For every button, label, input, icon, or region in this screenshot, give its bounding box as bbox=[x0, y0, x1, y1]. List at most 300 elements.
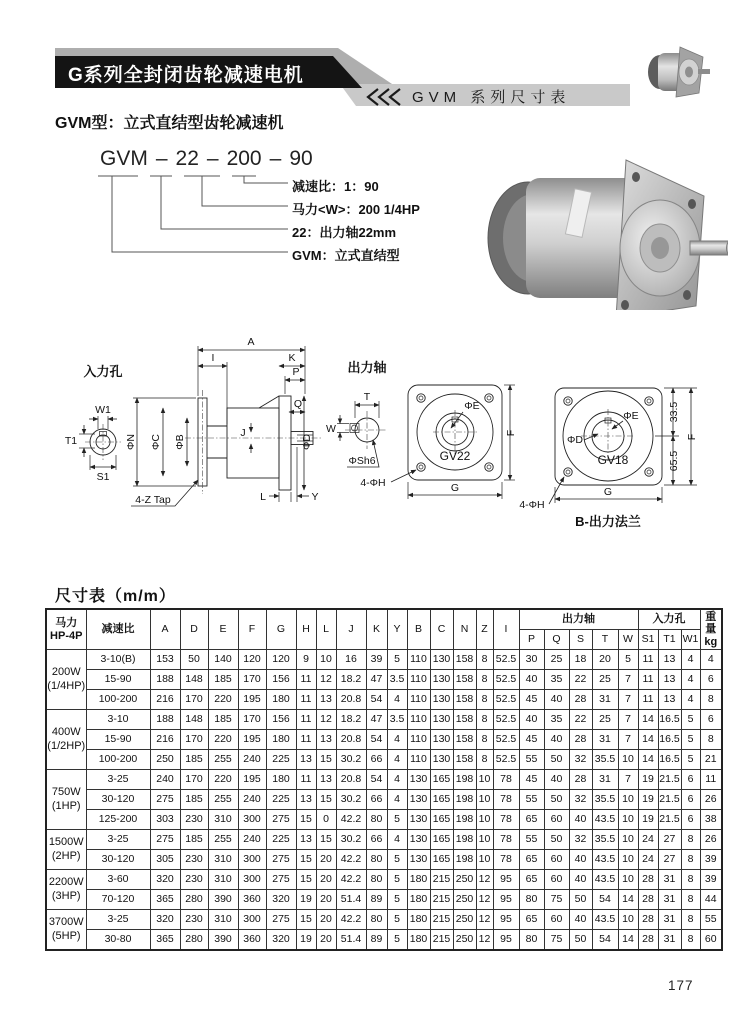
value-cell: 52.5 bbox=[493, 710, 519, 730]
value-cell: 32 bbox=[569, 790, 592, 810]
dimension-label: ΦD bbox=[567, 434, 583, 446]
table-title: 尺寸表（m/m） bbox=[55, 588, 176, 605]
table-row bbox=[46, 910, 722, 930]
ratio-cell: 3-25 bbox=[86, 830, 150, 850]
value-cell: 66 bbox=[366, 750, 387, 770]
column-header: Z bbox=[476, 609, 493, 650]
value-cell: 275 bbox=[266, 910, 296, 930]
ratio-cell: 3-60 bbox=[86, 870, 150, 890]
value-cell: 20.8 bbox=[336, 690, 366, 710]
value-cell: 25 bbox=[544, 650, 569, 670]
value-cell: 250 bbox=[453, 890, 476, 910]
dimension-label: ΦC bbox=[150, 434, 162, 450]
value-cell: 19 bbox=[638, 770, 658, 790]
value-cell: 25 bbox=[592, 670, 618, 690]
value-cell: 4 bbox=[387, 750, 407, 770]
value-cell: 310 bbox=[208, 850, 238, 870]
value-cell: 10 bbox=[618, 850, 638, 870]
dimension-label: 65.5 bbox=[668, 450, 680, 472]
column-header: T bbox=[592, 630, 618, 650]
value-cell: 11 bbox=[700, 770, 722, 790]
value-cell: 40 bbox=[569, 870, 592, 890]
value-cell: 148 bbox=[180, 670, 208, 690]
dimension-label: L bbox=[260, 491, 266, 503]
value-cell: 10 bbox=[618, 810, 638, 830]
value-cell: 28 bbox=[569, 690, 592, 710]
column-header: Y bbox=[387, 609, 407, 650]
table-row bbox=[46, 930, 722, 951]
value-cell: 42.2 bbox=[336, 910, 366, 930]
ratio-cell: 100-200 bbox=[86, 690, 150, 710]
value-cell: 4 bbox=[681, 670, 700, 690]
dimension-label: ΦD bbox=[301, 434, 313, 450]
value-cell: 35.5 bbox=[592, 750, 618, 770]
value-cell: 310 bbox=[208, 870, 238, 890]
value-cell: 80 bbox=[366, 870, 387, 890]
value-cell: 12 bbox=[316, 710, 336, 730]
column-header: C bbox=[430, 609, 453, 650]
value-cell: 300 bbox=[238, 910, 266, 930]
value-cell: 42.2 bbox=[336, 850, 366, 870]
dimension-label: F bbox=[505, 429, 517, 437]
column-header: S bbox=[569, 630, 592, 650]
value-cell: 35.5 bbox=[592, 790, 618, 810]
value-cell: 78 bbox=[493, 830, 519, 850]
value-cell: 14 bbox=[638, 730, 658, 750]
value-cell: 66 bbox=[366, 830, 387, 850]
value-cell: 15 bbox=[316, 790, 336, 810]
value-cell: 12 bbox=[476, 890, 493, 910]
table-row bbox=[46, 770, 722, 790]
value-cell: 50 bbox=[569, 930, 592, 951]
value-cell: 78 bbox=[493, 810, 519, 830]
dimension-label: 4-ΦH bbox=[360, 477, 386, 489]
value-cell: 13 bbox=[316, 690, 336, 710]
column-header: A bbox=[150, 609, 180, 650]
value-cell: 188 bbox=[150, 710, 180, 730]
dimension-table bbox=[45, 608, 723, 951]
value-cell: 44 bbox=[700, 890, 722, 910]
series-band-label: GVM 系列尺寸表 bbox=[412, 89, 571, 106]
dimension-label: ΦSh6 bbox=[348, 455, 376, 467]
value-cell: 54 bbox=[592, 890, 618, 910]
value-cell: 8 bbox=[476, 650, 493, 670]
value-cell: 120 bbox=[266, 650, 296, 670]
value-cell: 5 bbox=[387, 930, 407, 951]
value-cell: 14 bbox=[638, 750, 658, 770]
value-cell: 4 bbox=[387, 790, 407, 810]
column-header: Q bbox=[544, 630, 569, 650]
value-cell: 6 bbox=[681, 810, 700, 830]
value-cell: 31 bbox=[658, 870, 681, 890]
column-header: 马力 HP-4P bbox=[46, 609, 86, 650]
value-cell: 52.5 bbox=[493, 730, 519, 750]
value-cell: 30.2 bbox=[336, 830, 366, 850]
value-cell: 15 bbox=[296, 850, 316, 870]
dimension-label: Y bbox=[311, 491, 319, 503]
value-cell: 16.5 bbox=[658, 750, 681, 770]
value-cell: 45 bbox=[519, 690, 544, 710]
ratio-cell: 100-200 bbox=[86, 750, 150, 770]
value-cell: 185 bbox=[208, 670, 238, 690]
value-cell: 10 bbox=[476, 770, 493, 790]
dimension-label: ΦE bbox=[464, 400, 480, 412]
value-cell: 13 bbox=[316, 770, 336, 790]
value-cell: 26 bbox=[700, 790, 722, 810]
value-cell: 31 bbox=[592, 770, 618, 790]
dimension-label: Q bbox=[293, 398, 303, 410]
table-row bbox=[46, 830, 722, 850]
value-cell: 10 bbox=[316, 650, 336, 670]
column-header: G bbox=[266, 609, 296, 650]
dimension-label: S1 bbox=[96, 471, 110, 483]
value-cell: 7 bbox=[618, 770, 638, 790]
value-cell: 42.2 bbox=[336, 870, 366, 890]
value-cell: 156 bbox=[266, 670, 296, 690]
value-cell: 130 bbox=[430, 750, 453, 770]
column-header: N bbox=[453, 609, 476, 650]
value-cell: 54 bbox=[366, 690, 387, 710]
value-cell: 35 bbox=[544, 670, 569, 690]
value-cell: 22 bbox=[569, 710, 592, 730]
dimension-label: ΦN bbox=[125, 434, 137, 450]
value-cell: 89 bbox=[366, 890, 387, 910]
dimension-label: P bbox=[292, 366, 300, 378]
value-cell: 305 bbox=[150, 850, 180, 870]
value-cell: 6 bbox=[681, 790, 700, 810]
power-cell: 3700W (5HP) bbox=[46, 910, 86, 951]
value-cell: 52.5 bbox=[493, 750, 519, 770]
table-row bbox=[46, 750, 722, 770]
value-cell: 4 bbox=[387, 690, 407, 710]
value-cell: 4 bbox=[700, 650, 722, 670]
value-cell: 10 bbox=[618, 790, 638, 810]
value-cell: 158 bbox=[453, 750, 476, 770]
value-cell: 255 bbox=[208, 830, 238, 850]
value-cell: 170 bbox=[180, 770, 208, 790]
value-cell: 225 bbox=[266, 790, 296, 810]
table-row bbox=[46, 790, 722, 810]
value-cell: 50 bbox=[180, 650, 208, 670]
dimension-label: W bbox=[326, 423, 336, 435]
motor-thumbnail-image bbox=[640, 40, 712, 100]
value-cell: 30.2 bbox=[336, 750, 366, 770]
value-cell: 275 bbox=[266, 870, 296, 890]
value-cell: 170 bbox=[238, 670, 266, 690]
column-header: 入力孔 bbox=[638, 609, 700, 630]
value-cell: 31 bbox=[592, 730, 618, 750]
value-cell: 216 bbox=[150, 730, 180, 750]
value-cell: 39 bbox=[700, 870, 722, 890]
value-cell: 15 bbox=[296, 910, 316, 930]
value-cell: 320 bbox=[150, 870, 180, 890]
value-cell: 110 bbox=[407, 650, 430, 670]
value-cell: 8 bbox=[700, 730, 722, 750]
value-cell: 10 bbox=[476, 810, 493, 830]
value-cell: 300 bbox=[238, 810, 266, 830]
value-cell: 6 bbox=[700, 710, 722, 730]
value-cell: 26 bbox=[700, 830, 722, 850]
value-cell: 8 bbox=[681, 850, 700, 870]
value-cell: 27 bbox=[658, 850, 681, 870]
dimension-label: T bbox=[363, 391, 371, 403]
column-header: B bbox=[407, 609, 430, 650]
value-cell: 50 bbox=[569, 890, 592, 910]
value-cell: 8 bbox=[476, 690, 493, 710]
value-cell: 180 bbox=[407, 930, 430, 951]
value-cell: 27 bbox=[658, 830, 681, 850]
value-cell: 21.5 bbox=[658, 790, 681, 810]
value-cell: 18.2 bbox=[336, 710, 366, 730]
dimension-label: W1 bbox=[95, 404, 111, 416]
power-cell: 2200W (3HP) bbox=[46, 870, 86, 910]
value-cell: 78 bbox=[493, 770, 519, 790]
value-cell: 250 bbox=[150, 750, 180, 770]
dimension-label: ΦE bbox=[623, 410, 639, 422]
value-cell: 185 bbox=[180, 790, 208, 810]
value-cell: 130 bbox=[430, 730, 453, 750]
value-cell: 40 bbox=[569, 850, 592, 870]
column-header: W bbox=[618, 630, 638, 650]
dimension-label: 4-ΦH bbox=[519, 499, 545, 511]
value-cell: 140 bbox=[208, 650, 238, 670]
value-cell: 11 bbox=[638, 650, 658, 670]
value-cell: 4 bbox=[681, 650, 700, 670]
value-cell: 95 bbox=[493, 890, 519, 910]
value-cell: 156 bbox=[266, 710, 296, 730]
column-header: P bbox=[519, 630, 544, 650]
value-cell: 275 bbox=[150, 790, 180, 810]
table-row bbox=[46, 890, 722, 910]
value-cell: 230 bbox=[180, 850, 208, 870]
value-cell: 65 bbox=[519, 810, 544, 830]
value-cell: 280 bbox=[180, 930, 208, 951]
ratio-cell: 3-10 bbox=[86, 710, 150, 730]
value-cell: 275 bbox=[266, 850, 296, 870]
value-cell: 12 bbox=[476, 910, 493, 930]
value-cell: 153 bbox=[150, 650, 180, 670]
value-cell: 8 bbox=[681, 910, 700, 930]
value-cell: 45 bbox=[519, 770, 544, 790]
value-cell: 40 bbox=[519, 670, 544, 690]
value-cell: 110 bbox=[407, 690, 430, 710]
value-cell: 51.4 bbox=[336, 890, 366, 910]
value-cell: 158 bbox=[453, 730, 476, 750]
column-header: 重量 kg bbox=[700, 609, 722, 650]
value-cell: 40 bbox=[544, 730, 569, 750]
output-shaft-drawing bbox=[326, 360, 416, 489]
value-cell: 250 bbox=[453, 910, 476, 930]
model-annotation: 马力<W>：200 1/4HP bbox=[292, 202, 420, 217]
value-cell: 16 bbox=[336, 650, 366, 670]
value-cell: 75 bbox=[544, 890, 569, 910]
value-cell: 170 bbox=[180, 730, 208, 750]
value-cell: 300 bbox=[238, 870, 266, 890]
value-cell: 11 bbox=[296, 730, 316, 750]
value-cell: 52.5 bbox=[493, 690, 519, 710]
flange-name: GV22 bbox=[439, 449, 471, 463]
value-cell: 5 bbox=[387, 650, 407, 670]
value-cell: 54 bbox=[366, 770, 387, 790]
value-cell: 65 bbox=[519, 850, 544, 870]
value-cell: 6 bbox=[681, 770, 700, 790]
model-code-segment: 22 bbox=[175, 147, 199, 170]
value-cell: 55 bbox=[519, 750, 544, 770]
value-cell: 7 bbox=[618, 670, 638, 690]
model-annotation: 减速比：1：90 bbox=[292, 179, 379, 194]
dimension-label: I bbox=[211, 352, 215, 364]
value-cell: 110 bbox=[407, 670, 430, 690]
model-code-segment: 200 bbox=[226, 147, 262, 170]
value-cell: 11 bbox=[638, 670, 658, 690]
value-cell: 16.5 bbox=[658, 730, 681, 750]
input-hole-title: 入力孔 bbox=[83, 364, 123, 379]
table-row bbox=[46, 870, 722, 890]
column-header: H bbox=[296, 609, 316, 650]
value-cell: 303 bbox=[150, 810, 180, 830]
value-cell: 250 bbox=[453, 870, 476, 890]
value-cell: 40 bbox=[569, 810, 592, 830]
value-cell: 230 bbox=[180, 910, 208, 930]
value-cell: 4 bbox=[387, 770, 407, 790]
table-row bbox=[46, 810, 722, 830]
input-hole-drawing bbox=[65, 364, 123, 483]
value-cell: 8 bbox=[476, 710, 493, 730]
flange-caption: B-出力法兰 bbox=[575, 514, 641, 529]
value-cell: 10 bbox=[476, 850, 493, 870]
value-cell: 110 bbox=[407, 730, 430, 750]
value-cell: 89 bbox=[366, 930, 387, 951]
value-cell: 21.5 bbox=[658, 770, 681, 790]
value-cell: 40 bbox=[544, 770, 569, 790]
value-cell: 32 bbox=[569, 750, 592, 770]
value-cell: 5 bbox=[387, 870, 407, 890]
value-cell: 130 bbox=[407, 770, 430, 790]
value-cell: 8 bbox=[681, 830, 700, 850]
value-cell: 19 bbox=[296, 890, 316, 910]
value-cell: 28 bbox=[569, 770, 592, 790]
value-cell: 21.5 bbox=[658, 810, 681, 830]
value-cell: 5 bbox=[681, 730, 700, 750]
value-cell: 360 bbox=[238, 930, 266, 951]
value-cell: 195 bbox=[238, 770, 266, 790]
ratio-cell: 30-120 bbox=[86, 790, 150, 810]
value-cell: 7 bbox=[618, 710, 638, 730]
value-cell: 13 bbox=[296, 830, 316, 850]
value-cell: 10 bbox=[618, 910, 638, 930]
value-cell: 8 bbox=[681, 870, 700, 890]
value-cell: 13 bbox=[658, 670, 681, 690]
value-cell: 22 bbox=[569, 670, 592, 690]
value-cell: 18 bbox=[569, 650, 592, 670]
value-cell: 255 bbox=[208, 750, 238, 770]
table-row bbox=[46, 850, 722, 870]
value-cell: 10 bbox=[476, 790, 493, 810]
column-header: D bbox=[180, 609, 208, 650]
value-cell: 3.5 bbox=[387, 670, 407, 690]
value-cell: 158 bbox=[453, 710, 476, 730]
value-cell: 32 bbox=[569, 830, 592, 850]
value-cell: 390 bbox=[208, 930, 238, 951]
table-row bbox=[46, 730, 722, 750]
side-view-drawing bbox=[125, 336, 323, 506]
model-annotation: GVM：立式直结型 bbox=[292, 248, 400, 263]
value-cell: 130 bbox=[430, 690, 453, 710]
value-cell: 8 bbox=[700, 690, 722, 710]
value-cell: 195 bbox=[238, 730, 266, 750]
value-cell: 43.5 bbox=[592, 910, 618, 930]
value-cell: 240 bbox=[150, 770, 180, 790]
model-code-segment: GVM bbox=[100, 147, 148, 170]
value-cell: 25 bbox=[592, 710, 618, 730]
power-cell: 200W (1/4HP) bbox=[46, 650, 86, 710]
value-cell: 30 bbox=[519, 650, 544, 670]
value-cell: 24 bbox=[638, 850, 658, 870]
value-cell: 185 bbox=[180, 830, 208, 850]
value-cell: 195 bbox=[238, 690, 266, 710]
value-cell: 20.8 bbox=[336, 730, 366, 750]
value-cell: 165 bbox=[430, 850, 453, 870]
dimension-label: J bbox=[240, 427, 246, 439]
value-cell: 19 bbox=[638, 810, 658, 830]
value-cell: 300 bbox=[238, 850, 266, 870]
column-header: J bbox=[336, 609, 366, 650]
value-cell: 390 bbox=[208, 890, 238, 910]
value-cell: 188 bbox=[150, 670, 180, 690]
value-cell: 220 bbox=[208, 690, 238, 710]
value-cell: 120 bbox=[238, 650, 266, 670]
value-cell: 10 bbox=[618, 750, 638, 770]
value-cell: 8 bbox=[681, 890, 700, 910]
power-cell: 1500W (2HP) bbox=[46, 830, 86, 870]
value-cell: 14 bbox=[618, 890, 638, 910]
column-header: K bbox=[366, 609, 387, 650]
value-cell: 11 bbox=[296, 690, 316, 710]
value-cell: 80 bbox=[366, 910, 387, 930]
ratio-cell: 30-120 bbox=[86, 850, 150, 870]
value-cell: 165 bbox=[430, 790, 453, 810]
value-cell: 130 bbox=[430, 670, 453, 690]
value-cell: 4 bbox=[387, 730, 407, 750]
value-cell: 75 bbox=[544, 930, 569, 951]
value-cell: 13 bbox=[316, 730, 336, 750]
value-cell: 35.5 bbox=[592, 830, 618, 850]
value-cell: 21 bbox=[700, 750, 722, 770]
column-header: L bbox=[316, 609, 336, 650]
value-cell: 5 bbox=[387, 910, 407, 930]
value-cell: 50 bbox=[544, 830, 569, 850]
value-cell: 54 bbox=[366, 730, 387, 750]
value-cell: 18.2 bbox=[336, 670, 366, 690]
value-cell: 12 bbox=[476, 930, 493, 951]
value-cell: 15 bbox=[296, 870, 316, 890]
value-cell: 4 bbox=[387, 830, 407, 850]
column-header: T1 bbox=[658, 630, 681, 650]
value-cell: 13 bbox=[658, 690, 681, 710]
value-cell: 78 bbox=[493, 850, 519, 870]
value-cell: 80 bbox=[366, 810, 387, 830]
value-cell: 215 bbox=[430, 870, 453, 890]
value-cell: 31 bbox=[658, 910, 681, 930]
value-cell: 19 bbox=[296, 930, 316, 951]
value-cell: 13 bbox=[658, 650, 681, 670]
power-cell: 400W (1/2HP) bbox=[46, 710, 86, 770]
value-cell: 365 bbox=[150, 890, 180, 910]
column-header: E bbox=[208, 609, 238, 650]
value-cell: 158 bbox=[453, 650, 476, 670]
value-cell: 20 bbox=[316, 850, 336, 870]
dimension-label: G bbox=[603, 486, 613, 498]
